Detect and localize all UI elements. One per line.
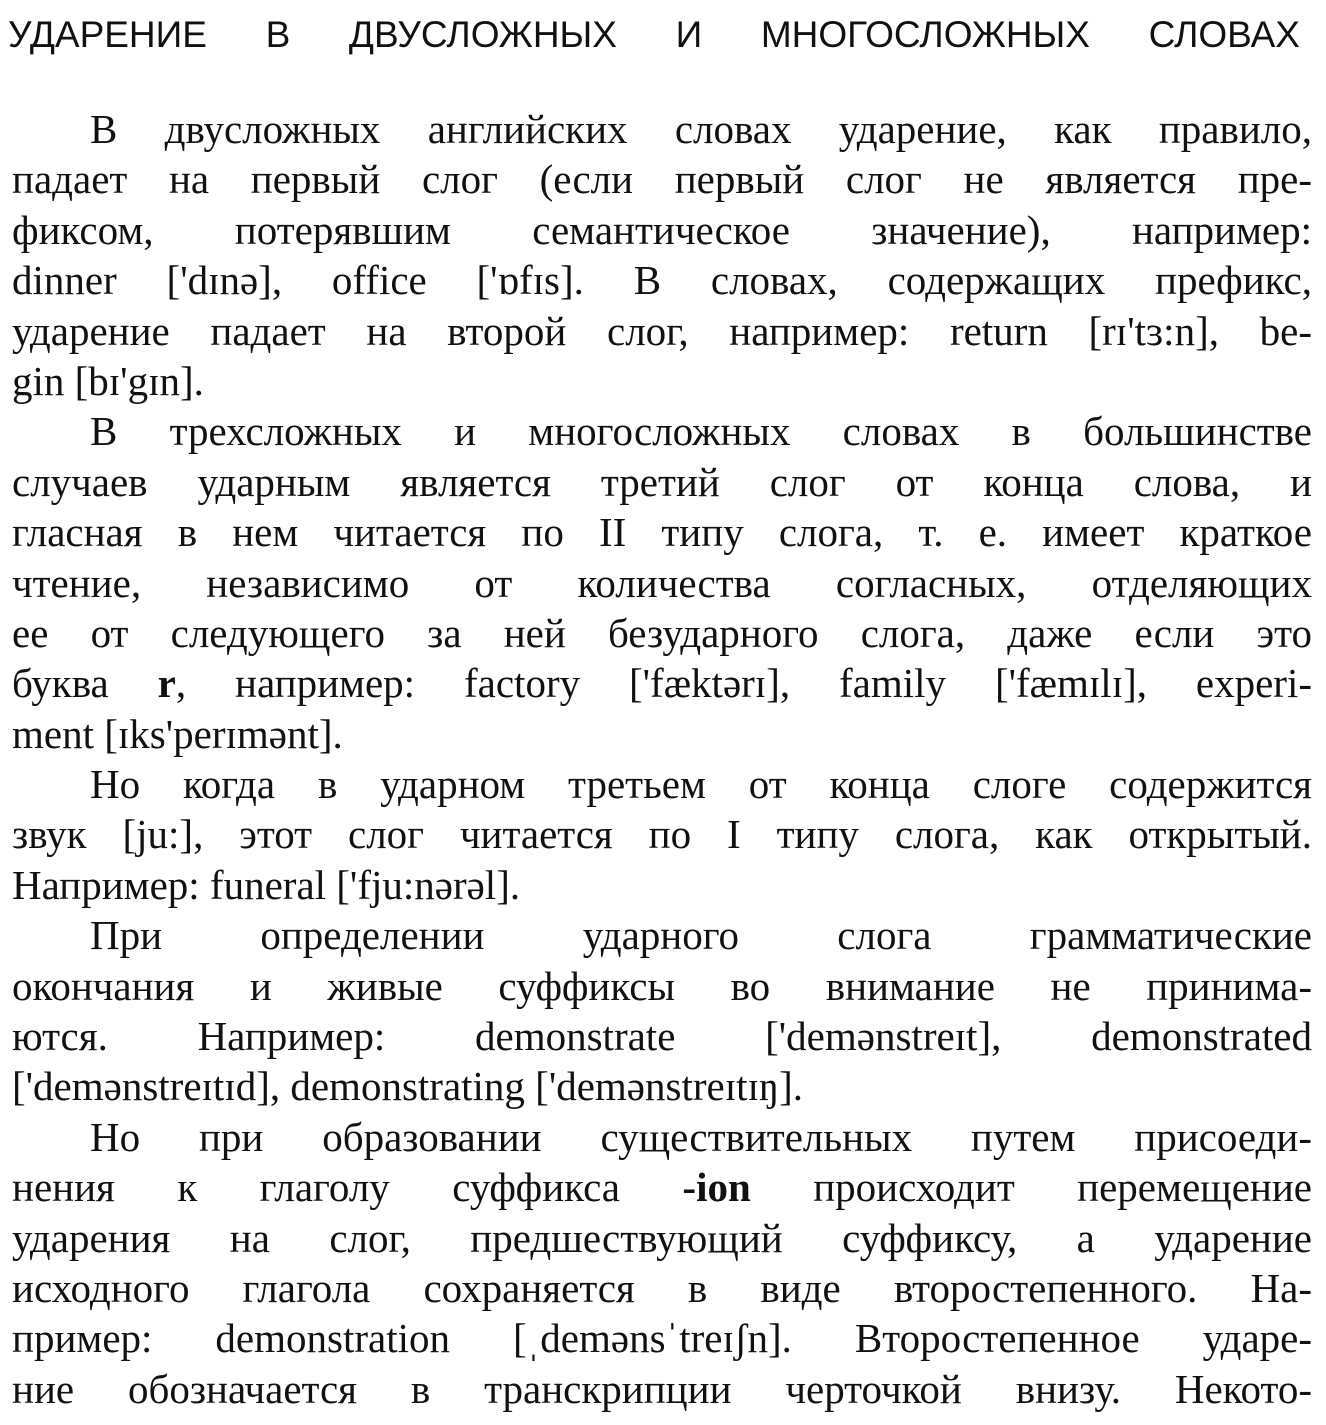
text-line: пример: demonstration [ˌdemənsˈtreɪʃn]. Второстепенное ударе- <box>12 1315 1312 1362</box>
page-title: УДАРЕНИЕ В ДВУСЛОЖНЫХ И МНОГОСЛОЖНЫХ СЛОВАХ <box>8 14 1300 55</box>
text-line: ['demənstreɪtɪd], demonstrating ['demənstreɪtɪŋ]. <box>12 1063 804 1110</box>
text-line: ются. Например: demonstrate ['demənstreɪt], demonstrated <box>12 1013 1312 1060</box>
text-line: ударения на слог, предшествующий суффиксу, а ударение <box>12 1214 1312 1261</box>
text-line <box>12 1162 1312 1212</box>
text-line: В двусложных английских словах ударение, как правило, <box>90 106 1312 152</box>
text-run: нения к глаголу суффикса <box>12 1164 683 1211</box>
text-line: При определении ударного слога грамматические <box>90 912 1312 959</box>
text-line: Например: funeral ['fju:nərəl]. <box>12 861 521 908</box>
text-line: gin [bɪ'gɪn]. <box>12 357 204 404</box>
text-line: исходного глагола сохраняется в виде второстепенного. На- <box>12 1264 1312 1311</box>
text-run: происходит перемещение <box>750 1164 1312 1211</box>
text-line: чтение, независимо от количества согласных, отделяющих <box>12 559 1312 606</box>
document-body <box>12 104 1312 1414</box>
text-line: ment [ɪks'perɪmənt]. <box>12 710 343 757</box>
paragraph-5 <box>12 1112 1312 1414</box>
text-line: окончания и живые суффиксы во внимание не принима- <box>12 962 1312 1009</box>
text-line: ударение падает на второй слог, например: return [rɪ'tɜ:n], be- <box>12 307 1312 354</box>
text-line: Но при образовании существительных путем присоеди- <box>90 1113 1312 1160</box>
bold-suffix: -ion <box>682 1164 751 1211</box>
bold-letter: r <box>157 660 176 707</box>
text-run: буква <box>12 660 158 707</box>
text-line: падает на первый слог (если первый слог не является пре- <box>12 156 1312 203</box>
text-run: , например: factory ['fæktərɪ], family ['fæmɪlɪ], experi- <box>175 660 1313 707</box>
text-line: звук [ju:], этот слог читается по I типу слога, как открытый. <box>12 811 1312 858</box>
text-line: В трехсложных и многосложных словах в большинстве <box>90 408 1312 455</box>
text-line <box>12 658 1312 708</box>
text-line: Но когда в ударном третьем от конца слоге содержится <box>90 761 1312 808</box>
text-line: dinner ['dɪnə], office ['ɒfɪs]. В словах, содержащих префикс, <box>12 257 1312 304</box>
paragraph-2 <box>12 406 1312 759</box>
text-line: случаев ударным является третий слог от конца слова, и <box>12 458 1312 505</box>
text-line: ее от следующего за ней безударного слога, даже если это <box>12 609 1312 656</box>
paragraph-1 <box>12 104 1312 406</box>
paragraph-3 <box>12 759 1312 910</box>
paragraph-4 <box>12 910 1312 1112</box>
text-line: фиксом, потерявшим семантическое значение), например: <box>12 206 1312 253</box>
text-line: гласная в нем читается по II типу слога, т. е. имеет краткое <box>12 509 1312 556</box>
text-line: ние обозначается в транскрипции черточкой внизу. Некото- <box>12 1365 1312 1412</box>
